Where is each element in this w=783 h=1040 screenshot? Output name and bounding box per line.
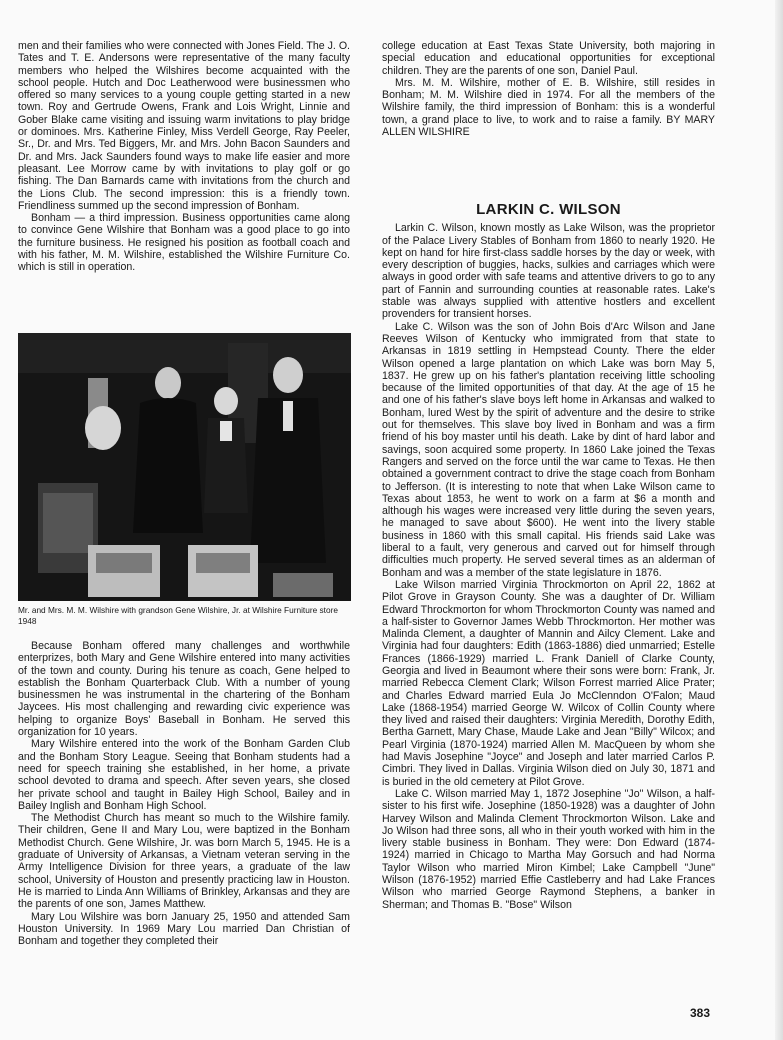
paragraph: Lake C. Wilson married May 1, 1872 Josephine "Jo" Wilson, a half-sister to his first wife. Josephine (1850-1928) was a daughter of John Harvey Wilson and Malinda Clement Throckmorton Wilson. Lake and Jo Wilson had three sons, all who in their youth worked with him in the livery stable business in Bonham. They were: Don Edward (1874-1924) married in Chicago to Martha May Gorsuch and had Norma Taylor Wilson who married Miron Kimbel; Lake Campbell "June" Wilson (1876-1952) married Effie Castleberry and had Lake Frances Wilson who married George Raymond Stephens, a banker in Sherman; and Thomas B. "Bose" Wilson [382,787,715,911]
paragraph: Mrs. M. M. Wilshire, mother of E. B. Wilshire, still resides in Bonham; M. M. Wilshire died in 1974. For all the members of the Wilshire family, the third impression of Bonham: this is a wonderful town, a grand place to live, to work and to raise a family. BY MARY ALLEN WILSHIRE [382,76,715,139]
paragraph: Because Bonham offered many challenges and worthwhile enterprizes, both Mary and Gene Wilshire entered into many activities of the town and county. During his tenure as coach, Gene helped to establish the Bonham Quarterback Club. With a number of young businessmen he was instrumental in the chartering of the Bonham Jaycees. His most challenging and rewarding civic experience was helping to organize Boys' Baseball in Bonham. He served this organization for 10 years. [18,640,350,739]
photo-caption: Mr. and Mrs. M. M. Wilshire with grandson Gene Wilshire, Jr. at Wilshire Furniture store 1948 [18,605,338,626]
right-column-top [382,40,715,138]
paragraph: Mary Wilshire entered into the work of the Bonham Garden Club and the Bonham Story League. Seeing that Bonham students had a need for speech training she established, in her home, a private school devoted to drama and speech. After seven years, she closed her private school and taught in Bailey High School, Bailey and in Bailey Inglish and Bonham High School. [18,738,350,812]
paragraph: Mary Lou Wilshire was born January 25, 1950 and attended Sam Houston University. In 1969 Mary Lou married Dan Christian of Bonham and together they completed their [18,910,350,948]
paragraph: Bonham — a third impression. Business opportunities came along to convince Gene Wilshire that Bonham was a good place to go into the furniture business. He resigned his position as football coach and with his father, M. M. Wilshire, established the Wilshire Furniture Co. which is still in operation. [18,212,350,274]
page-number: 383 [690,1006,711,1020]
right-column-article [382,196,715,911]
paragraph: Lake Wilson married Virginia Throckmorton on April 22, 1862 at Pilot Grove in Grayson County. She was a daughter of Dr. William Edward Throckmorton for whom Throckmorton County was named and a half-sister to Governor James Webb Throckmorton. Her mother was Malinda Clement, a daughter of Mannin and Ailcy Clement. Lake and Virginia had four daughters: Edith (1863-1886) died unmarried; Estelle Frances (1866-1929) married L. Frank Daniell of Clarke County, Georgia and lived in Beaumont where their sons were born: Frank, Jr. married Rebecca Clement Clark; Wilson Forrest married Alice Prater; and Charles Edward married Eula Jo McClenndon O'Falon; Maud Lake (1868-1954) married George W. Wilcox of Collin County where they lived and raised their daughters: Virginia Meredith, Dorothy Edith, Bertha Garnett, Mary Chase, Maude Lake and Jean "Billy" Wilcox; and Pearl Virginia (1870-1924) married Allen M. MacQueen by whom she had Mavis Josephine "Joyce" and Joseph and later married Carlos P. Cimbri. They lived in Dallas. Virginia Wilson died on July 30, 1871 and is buried in the old cemetery at Pilot Grove. [382,578,715,788]
photo-illustration [18,333,351,601]
page-edge [775,0,783,1040]
family-photo [18,333,351,601]
paragraph: college education at East Texas State University, both majoring in special education and educational opportunities for exceptional children. They are the parents of one son, Daniel Paul. [382,40,715,77]
article-heading: LARKIN C. WILSON [476,201,621,218]
left-column-bottom [18,640,350,947]
paragraph: Lake C. Wilson was the son of John Bois d'Arc Wilson and Jane Reeves Wilson of Kentucky who immigrated from that state to Arkansas in 1819 settling in Hempstead County. There the elder Wilson opened a large plantation on which Lake was born May 5, 1837. He grew up on his father's plantation receiving little schooling because of the limited opportunities of that day. At the age of 15 he and one of his father's slave boys left home in Arkansas and walked to Bonham, lured West by the spirit of adventure and the desire to strike out for themselves. This slave boy lived in Bonham and was a firm friend of his boy master until his death. Lake by dint of hard labor and savings, soon acquired some property. In 1860 Lake joined the Texas Rangers and served on the force until the war came to Texas. He then obtained a government contract to drive the stage coach from Bonham to Jefferson. (It is interesting to note that when Lake Wilson came to Texas about 1853, he went to work on a farm at $6 a month and although his wages were increased very little during the seven years, he managed to save about $600). He went into the livery stable business in 1860 with this small capital. His friends said Lake was liberal to a fault, very generous and carved out for himself through difficulties much property. He served several times as an alderman of Bonham and was a member of the state legislature in 1876. [382,320,715,579]
left-column-top [18,40,350,274]
paragraph: Larkin C. Wilson, known mostly as Lake Wilson, was the proprietor of the Palace Livery Stables of Bonham from 1860 to nearly 1920. He kept on hand for hire first-class saddle horses by the day or week, with every description of buggies, hacks, sulkies and carriages which were always in good order with safe teams and attentive drivers to go to any part of Fannin and surrounding counties at reasonable rates. Lake's stable was always supplied with attentive hostlers and excellent provenders for transient horses. [382,222,715,321]
paragraph: The Methodist Church has meant so much to the Wilshire family. Their children, Gene II and Mary Lou, were baptized in the Bonham Methodist Church. Gene Wilshire, Jr. was born March 5, 1945. He is a graduate of University of Arkansas, a Vietnam veteran serving in the Army Intelligence Division for three years, a graduate of the law school, University of Houston and presently practicing law in Houston. He is married to Linda Ann Williams of Brinkley, Arkansas and they are the parents of one son, James Matthew. [18,812,350,911]
paragraph: men and their families who were connected with Jones Field. The J. O. Tates and T. E. Andersons were representative of the many faculty members who helped the Wilshires become acquainted with the school people. Hutch and Doc Leatherwood were businessmen who offered so many services to a young couple getting started in a new town. Roy and Gertrude Owens, Frank and Lois Wright, Linnie and Gober Blake came visiting and issuing warm invitations to play bridge or dominoes. Mrs. Katherine Finley, Miss Verdell George, Ray Peeler, Sr., Dr. and Mrs. Ted Biggers, Mr. and Mrs. John Bacon Saunders and Dr. and Mrs. Jack Saunders found ways to make life easier and more pleasant. Lee Morrow came by with invitations to play golf or go fishing. The Dan Barnards came with invitations from the church and the Lions Club. The second impression: this is a friendly town. Friendliness summed up the second impression of Bonham. [18,40,350,212]
